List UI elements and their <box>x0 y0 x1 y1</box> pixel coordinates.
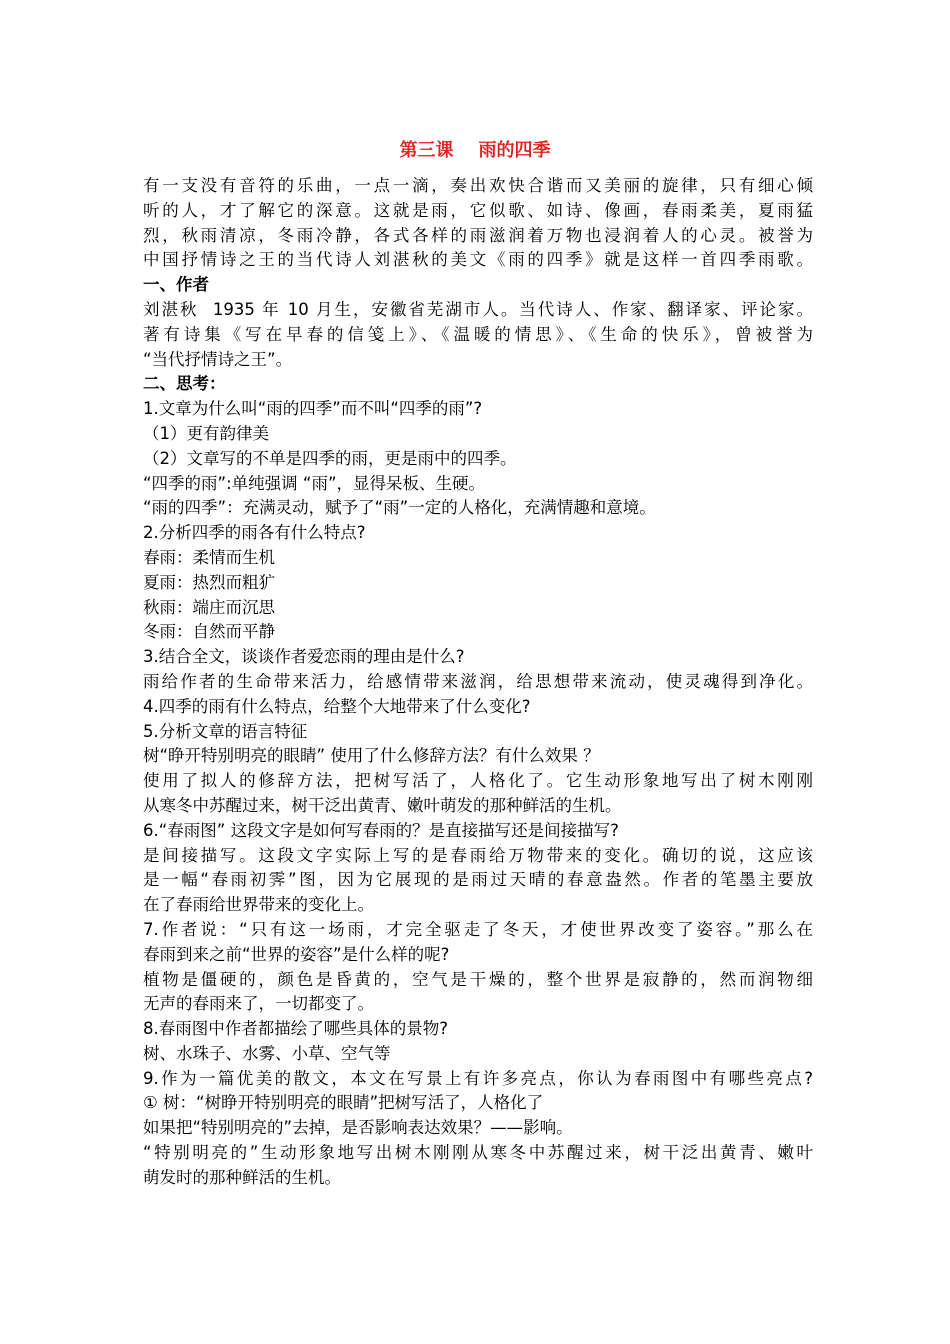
text-line: 树、水珠子、水雾、小草、空气等 <box>143 1043 391 1063</box>
text-line: 7.作者说：“只有这一场雨，才完全驱走了冬天，才使世界改变了姿容。”那么在 <box>143 919 813 939</box>
page-title: 第三课 雨的四季 <box>399 140 551 161</box>
text-line: 从寒冬中苏醒过来，树干泛出黄青、嫩叶萌发的那种鲜活的生机。 <box>143 795 622 815</box>
text-line: 刘湛秋 1935 年 10 月生，安徽省芜湖市人。当代诗人、作家、翻译家、评论家。 <box>143 299 813 319</box>
text-line: “雨的四季”：充满灵动，赋予了“雨”一定的人格化，充满情趣和意境。 <box>143 498 656 518</box>
text-line: 8.春雨图中作者都描绘了哪些具体的景物? <box>143 1019 449 1039</box>
text-line: “特别明亮的”生动形象地写出树木刚刚从寒冬中苏醒过来，树干泛出黄青、嫩叶 <box>143 1143 813 1163</box>
text-line: 无声的春雨来了，一切都变了。 <box>143 994 374 1014</box>
text-line: 是间接描写。这段文字实际上写的是春雨给万物带来的变化。确切的说，这应该 <box>143 845 813 865</box>
text-line: （2）文章写的不单是四季的雨，更是雨中的四季。 <box>143 448 517 468</box>
section-heading: 二、思考： <box>143 374 226 394</box>
text-line: “当代抒情诗之王”。 <box>143 349 293 369</box>
text-line: 如果把“特别明亮的”去掉，是否影响表达效果？——影响。 <box>143 1118 573 1138</box>
text-line: 在了春雨给世界带来的变化上。 <box>143 895 374 915</box>
text-line: 夏雨：热烈而粗犷 <box>143 572 275 592</box>
text-line: （1）更有韵律美 <box>143 423 269 443</box>
text-line: 4.四季的雨有什么特点，给整个大地带来了什么变化? <box>143 696 531 716</box>
text-line: 使用了拟人的修辞方法，把树写活了，人格化了。它生动形象地写出了树木刚刚 <box>143 771 813 791</box>
text-line: 树“睁开特别明亮的眼睛” 使用了什么修辞方法？有什么效果 ？ <box>143 746 600 766</box>
text-line: 秋雨：端庄而沉思 <box>143 597 275 617</box>
text-line: 3.结合全文，谈谈作者爱恋雨的理由是什么? <box>143 647 465 667</box>
text-line: 雨给作者的生命带来活力，给感情带来滋润，给思想带来流动，使灵魂得到净化。 <box>143 671 813 691</box>
text-line: 著有诗集《写在早春的信笺上》、《温暖的情思》、《生命的快乐》，曾被誉为 <box>143 324 813 344</box>
text-line: 萌发时的那种鲜活的生机。 <box>143 1167 341 1187</box>
text-line: “四季的雨”:单纯强调 “雨”，显得呆板、生硬。 <box>143 473 485 493</box>
text-line: 6.“春雨图” 这段文字是如何写春雨的？是直接描写还是间接描写? <box>143 820 619 840</box>
text-line: 是一幅“春雨初霁”图，因为它展现的是雨过天晴的春意盎然。作者的笔墨主要放 <box>143 870 813 890</box>
text-line: 春雨到来之前“世界的姿容”是什么样的呢? <box>143 944 450 964</box>
text-line: 9.作为一篇优美的散文，本文在写景上有许多亮点，你认为春雨图中有哪些亮点? <box>143 1068 813 1088</box>
text-line: 冬雨：自然而平静 <box>143 622 275 642</box>
text-line: 1.文章为什么叫“雨的四季”而不叫“四季的雨”? <box>143 399 483 419</box>
document-body <box>143 174 813 1191</box>
text-line: 2.分析四季的雨各有什么特点? <box>143 523 366 543</box>
text-line: 听的人，才了解它的深意。这就是雨，它似歌、如诗、像画，春雨柔美，夏雨猛 <box>143 200 813 220</box>
text-line: 5.分析文章的语言特征 <box>143 721 308 741</box>
text-line: 有一支没有音符的乐曲，一点一滴，奏出欢快合谐而又美丽的旋律，只有细心倾 <box>143 176 813 195</box>
text-line: 烈，秋雨清凉，冬雨冷静，各式各样的雨滋润着万物也浸润着人的心灵。被誉为 <box>143 225 813 245</box>
text-line: 植物是僵硬的，颜色是昏黄的，空气是干燥的，整个世界是寂静的，然而润物细 <box>143 969 813 989</box>
text-line: 春雨：柔情而生机 <box>143 547 275 567</box>
text-line: ① 树：“树睁开特别明亮的眼睛”把树写活了，人格化了 <box>143 1093 544 1113</box>
section-heading: 一、作者 <box>143 275 209 295</box>
text-line: 中国抒情诗之王的当代诗人刘湛秋的美文《雨的四季》就是这样一首四季雨歌。 <box>143 250 813 270</box>
